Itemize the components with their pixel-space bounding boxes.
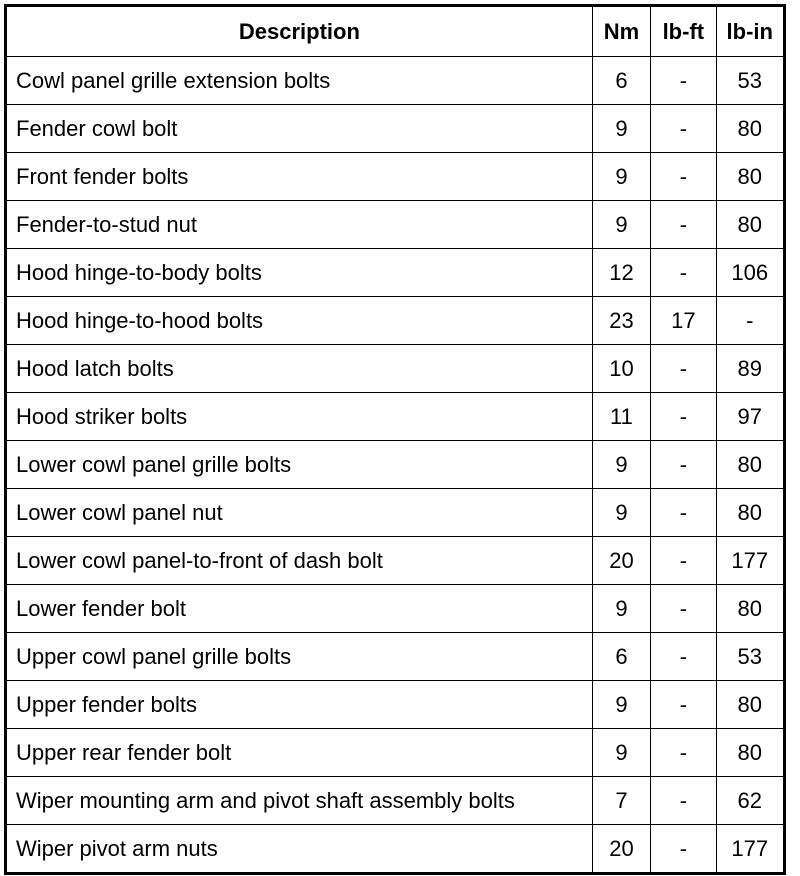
table-row: [6, 441, 785, 489]
table-row: [6, 297, 785, 345]
cell-description: Wiper mounting arm and pivot shaft assembly bolts: [6, 777, 593, 825]
cell-nm: 6: [592, 57, 650, 105]
cell-lb-ft: -: [651, 105, 716, 153]
cell-lb-ft: -: [651, 729, 716, 777]
cell-description: Hood latch bolts: [6, 345, 593, 393]
cell-nm: 9: [592, 441, 650, 489]
cell-nm: 7: [592, 777, 650, 825]
cell-description: Front fender bolts: [6, 153, 593, 201]
header-lb-in: lb-in: [716, 6, 784, 57]
torque-spec-table: [4, 4, 786, 875]
cell-lb-in: 62: [716, 777, 784, 825]
cell-lb-ft: -: [651, 393, 716, 441]
cell-lb-ft: -: [651, 201, 716, 249]
cell-lb-ft: -: [651, 681, 716, 729]
cell-lb-in: 80: [716, 153, 784, 201]
cell-lb-ft: 17: [651, 297, 716, 345]
header-nm: Nm: [592, 6, 650, 57]
cell-description: Lower cowl panel grille bolts: [6, 441, 593, 489]
cell-nm: 9: [592, 153, 650, 201]
cell-lb-ft: -: [651, 153, 716, 201]
cell-lb-ft: -: [651, 441, 716, 489]
header-lb-ft: lb-ft: [651, 6, 716, 57]
cell-lb-in: 80: [716, 441, 784, 489]
cell-lb-in: 80: [716, 585, 784, 633]
header-description: Description: [6, 6, 593, 57]
cell-lb-ft: -: [651, 633, 716, 681]
cell-description: Fender cowl bolt: [6, 105, 593, 153]
table-row: [6, 153, 785, 201]
cell-nm: 23: [592, 297, 650, 345]
cell-description: Hood hinge-to-hood bolts: [6, 297, 593, 345]
cell-lb-in: 106: [716, 249, 784, 297]
cell-lb-ft: -: [651, 585, 716, 633]
table-row: [6, 345, 785, 393]
cell-description: Upper fender bolts: [6, 681, 593, 729]
table-body: [6, 57, 785, 874]
cell-description: Hood hinge-to-body bolts: [6, 249, 593, 297]
cell-description: Cowl panel grille extension bolts: [6, 57, 593, 105]
cell-lb-in: 97: [716, 393, 784, 441]
table-row: [6, 633, 785, 681]
cell-nm: 20: [592, 537, 650, 585]
table-row: [6, 729, 785, 777]
table-row: [6, 393, 785, 441]
cell-nm: 6: [592, 633, 650, 681]
cell-description: Hood striker bolts: [6, 393, 593, 441]
cell-nm: 20: [592, 825, 650, 874]
table-row: [6, 825, 785, 874]
cell-lb-in: 80: [716, 105, 784, 153]
cell-nm: 9: [592, 105, 650, 153]
cell-nm: 9: [592, 729, 650, 777]
cell-description: Upper cowl panel grille bolts: [6, 633, 593, 681]
table-row: [6, 105, 785, 153]
header-row: [6, 6, 785, 57]
cell-lb-in: 89: [716, 345, 784, 393]
table-row: [6, 777, 785, 825]
cell-lb-ft: -: [651, 345, 716, 393]
cell-nm: 9: [592, 489, 650, 537]
cell-lb-ft: -: [651, 57, 716, 105]
cell-lb-ft: -: [651, 489, 716, 537]
cell-description: Fender-to-stud nut: [6, 201, 593, 249]
cell-lb-in: 80: [716, 729, 784, 777]
cell-nm: 11: [592, 393, 650, 441]
cell-lb-ft: -: [651, 249, 716, 297]
cell-description: Lower cowl panel-to-front of dash bolt: [6, 537, 593, 585]
table-row: [6, 585, 785, 633]
cell-lb-ft: -: [651, 777, 716, 825]
cell-nm: 10: [592, 345, 650, 393]
cell-lb-in: 80: [716, 201, 784, 249]
cell-nm: 9: [592, 585, 650, 633]
cell-lb-in: 177: [716, 537, 784, 585]
cell-nm: 9: [592, 681, 650, 729]
cell-nm: 12: [592, 249, 650, 297]
cell-description: Lower cowl panel nut: [6, 489, 593, 537]
cell-lb-ft: -: [651, 537, 716, 585]
cell-nm: 9: [592, 201, 650, 249]
table-row: [6, 489, 785, 537]
table-row: [6, 681, 785, 729]
cell-lb-in: 53: [716, 57, 784, 105]
table-row: [6, 57, 785, 105]
cell-description: Wiper pivot arm nuts: [6, 825, 593, 874]
cell-lb-ft: -: [651, 825, 716, 874]
cell-lb-in: 53: [716, 633, 784, 681]
cell-lb-in: 80: [716, 681, 784, 729]
table-row: [6, 537, 785, 585]
table-row: [6, 249, 785, 297]
cell-lb-in: 177: [716, 825, 784, 874]
cell-lb-in: -: [716, 297, 784, 345]
cell-description: Upper rear fender bolt: [6, 729, 593, 777]
cell-description: Lower fender bolt: [6, 585, 593, 633]
cell-lb-in: 80: [716, 489, 784, 537]
table-row: [6, 201, 785, 249]
